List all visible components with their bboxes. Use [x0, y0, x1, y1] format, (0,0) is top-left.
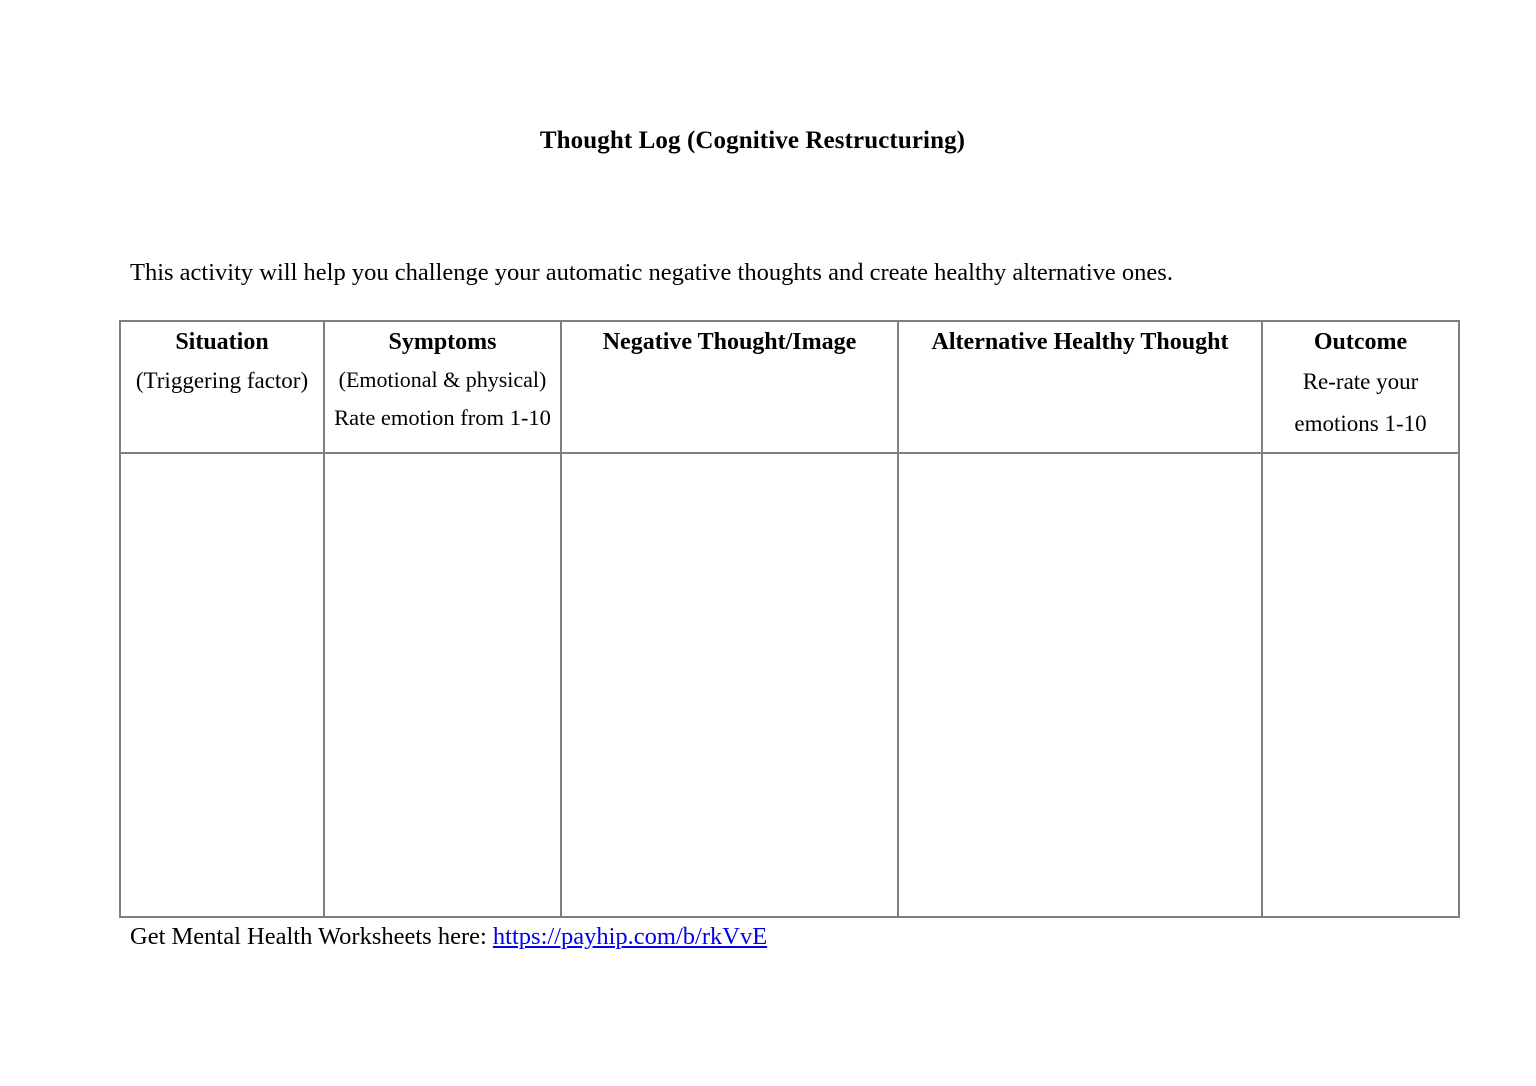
entry-cell-alternative-thought[interactable] [898, 453, 1262, 917]
page-title: Thought Log (Cognitive Restructuring) [539, 127, 966, 154]
column-header-title: Situation [175, 329, 269, 355]
column-header-subtitle: (Emotional & physical) [338, 367, 547, 392]
entry-cell-negative-thought[interactable] [561, 453, 898, 917]
column-header-title: Negative Thought/Image [602, 329, 857, 355]
entry-cell-situation[interactable] [120, 453, 324, 917]
intro-paragraph: This activity will help you challenge your automatic negative thoughts and create healthy alternative ones. [130, 259, 1173, 286]
table-entry-row [120, 453, 1459, 917]
footer-label: Get Mental Health Worksheets here: [130, 923, 493, 950]
worksheets-link[interactable]: https://payhip.com/b/rkVvE [492, 923, 768, 950]
header-cell-symptoms [324, 321, 561, 453]
header-cell-outcome [1262, 321, 1459, 453]
column-header-title: Outcome [1313, 329, 1408, 355]
footer [130, 921, 767, 952]
header-cell-alternative-thought [898, 321, 1262, 453]
column-header-title: Alternative Healthy Thought [931, 329, 1229, 355]
header-cell-situation [120, 321, 324, 453]
thought-log-table [119, 320, 1460, 918]
column-header-subtitle-2: Rate emotion from 1-10 [334, 405, 551, 430]
table-header-row [120, 321, 1459, 453]
column-header-subtitle-2: emotions 1-10 [1294, 411, 1427, 436]
column-header-title: Symptoms [388, 329, 497, 355]
entry-cell-outcome[interactable] [1262, 453, 1459, 917]
entry-cell-symptoms[interactable] [324, 453, 561, 917]
header-cell-negative-thought [561, 321, 898, 453]
column-header-subtitle: (Triggering factor) [135, 368, 309, 393]
column-header-subtitle: Re-rate your [1302, 369, 1419, 394]
